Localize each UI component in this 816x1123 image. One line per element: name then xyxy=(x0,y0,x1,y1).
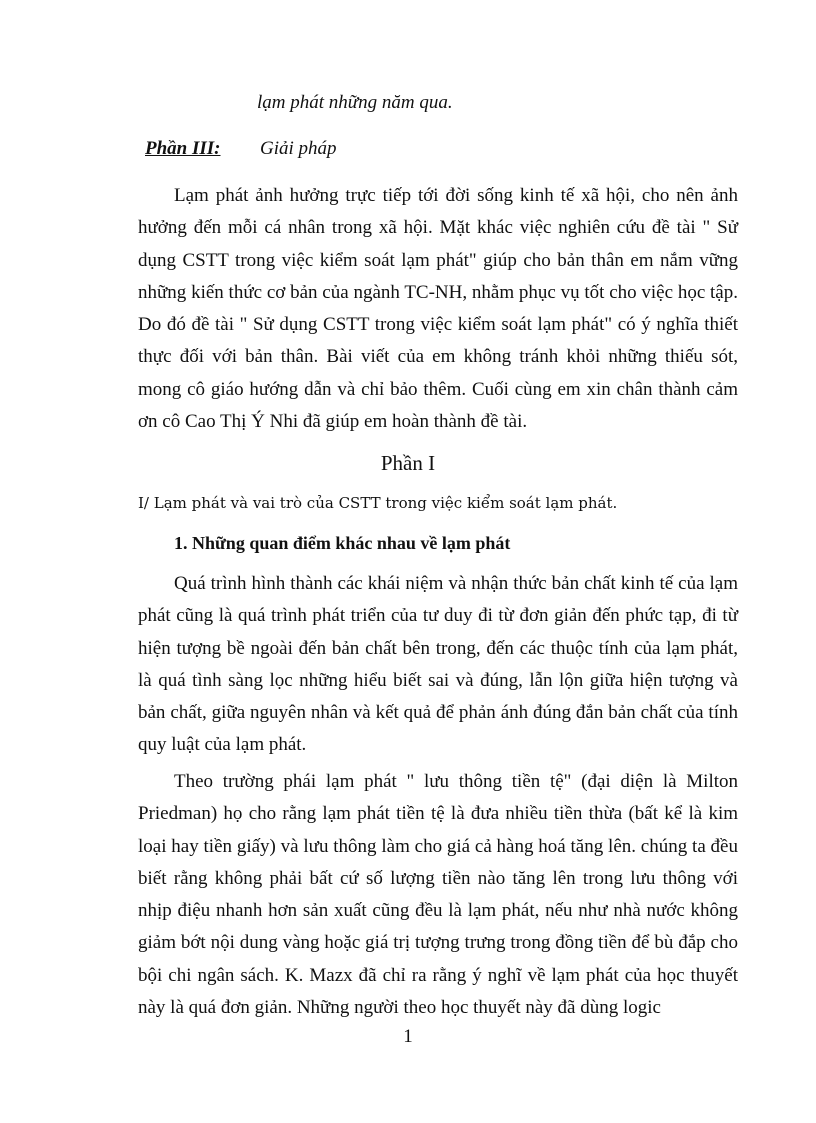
paragraph-2: Quá trình hình thành các khái niệm và nhận thức bản chất kinh tế của lạm phát cũng là quá trình phát triển của tư duy đi từ đơn giản đến phức tạp, đi từ hiện tượng bề ngoài đến bản chất bên trong, đến các thuộc tính của lạm phát, là quá tình sàng lọc những hiểu biết sai và đúng, lẫn lộn giữa hiện tượng và bản chất, giữa nguyên nhân và kết quả để phản ánh đúng đắn bản chất của tính quy luật của lạm phát. xyxy=(138,573,738,756)
page-number: 1 xyxy=(403,1026,413,1047)
intro-paragraph: Lạm phát ảnh hưởng trực tiếp tới đời sống kinh tế xã hội, cho nên ảnh hưởng đến mỗi cá nhân trong xã hội. Mặt khác việc nghiên cứu đề tài " Sử dụng CSTT trong việc kiểm soát lạm phát" giúp cho bản thân em nắm vững những kiến thức cơ bản của ngành TC-NH, nhằm phục vụ tốt cho việc học tập. Do đó đề tài " Sử dụng CSTT trong việc kiểm soát lạm phát" có ý nghĩa thiết thực đối với bản thân. Bài viết của em không tránh khỏi những thiếu sót, mong cô giáo hướng dẫn và chỉ bảo thêm. Cuối cùng em xin chân thành cảm ơn cô Cao Thị Ý Nhi đã giúp em hoàn thành đề tài. xyxy=(138,185,738,433)
section-heading: I/ Lạm phát và vai trò của CSTT trong việc kiểm soát lạm phát. xyxy=(138,494,618,512)
continuation-line: lạm phát những năm qua. xyxy=(257,92,453,113)
part-title: Phần I xyxy=(380,451,436,475)
part-three-title: Giải pháp xyxy=(260,138,337,159)
subsection-heading: 1. Những quan điểm khác nhau về lạm phát xyxy=(174,533,511,553)
paragraph-3: Theo trường phái lạm phát " lưu thông tiền tệ" (đại diện là Milton Priedman) họ cho rằng lạm phát tiền tệ là đưa nhiều tiền thừa (bất kể là kim loại hay tiền giấy) và lưu thông làm cho giá cả hàng hoá tăng lên. chúng ta đều biết rằng không phải bất cứ số lượng tiền nào tăng lên trong lưu thông với nhịp điệu nhanh hơn sản xuất cũng đều là lạm phát, nếu như nhà nước không giảm bớt nội dung vàng hoặc giá trị tượng trưng trong đồng tiền để bù đắp cho bội chi ngân sách. K. Mazx đã chỉ ra rằng ý nghĩ về lạm phát của học thuyết này là quá đơn giản. Những người theo học thuyết này đã dùng logic xyxy=(138,771,738,1019)
part-three-label: Phần III: xyxy=(145,138,221,159)
